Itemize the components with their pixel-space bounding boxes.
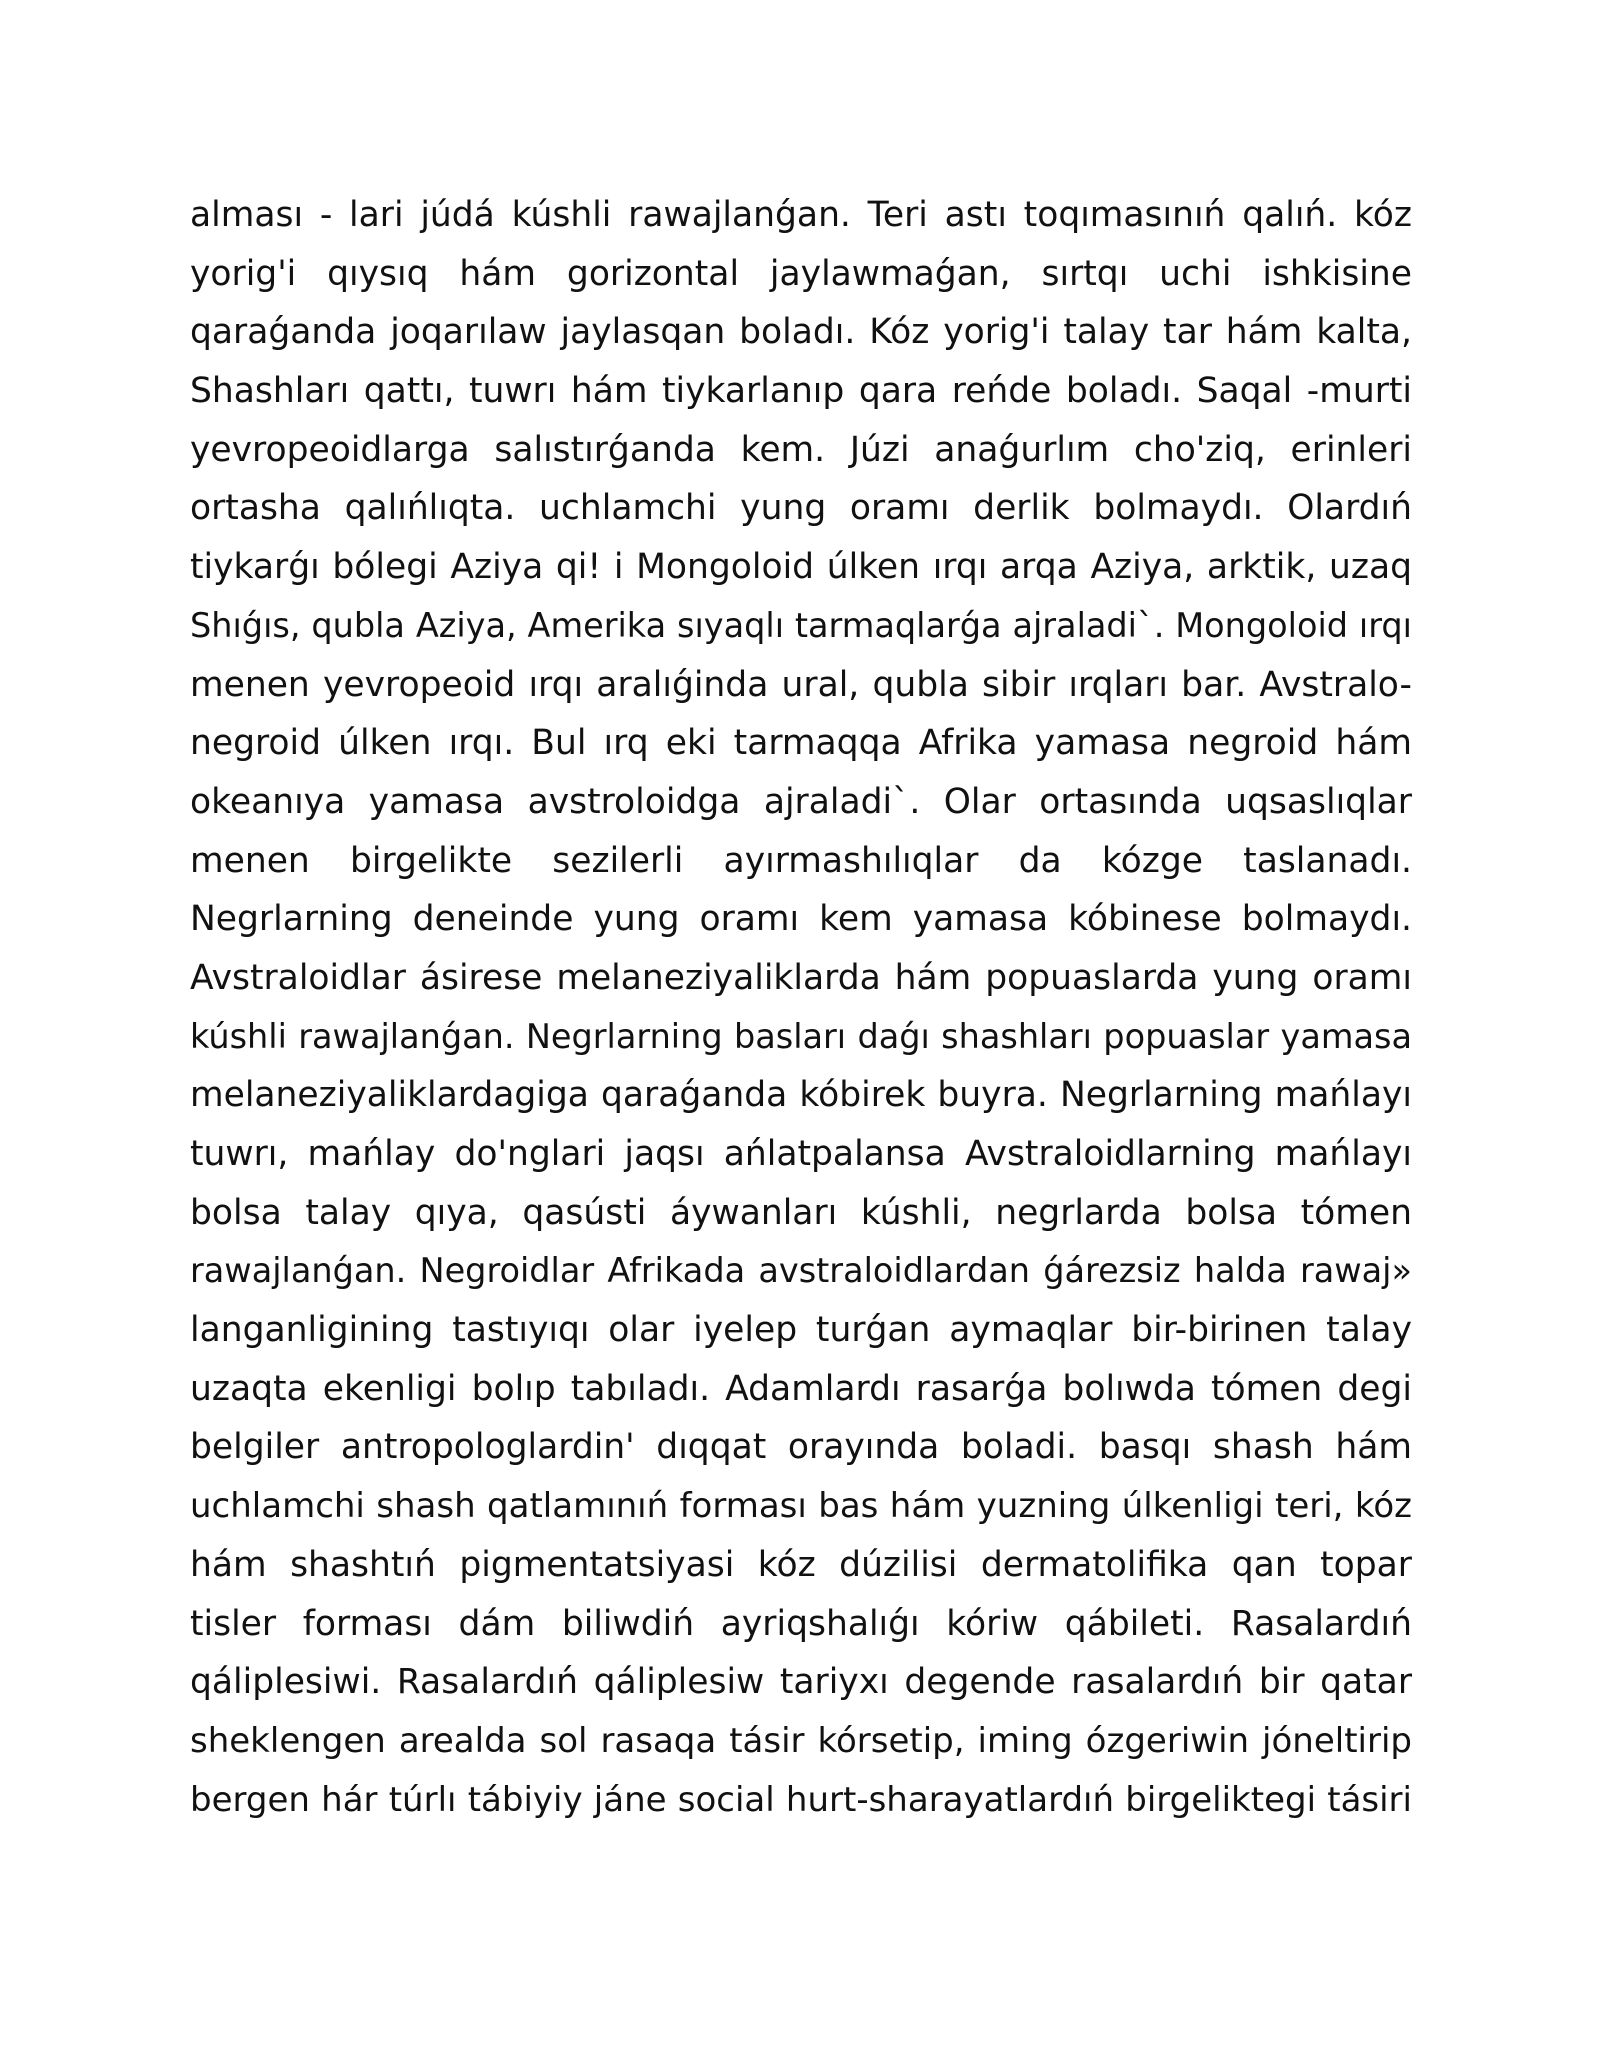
text-line: langanligining tastıyıqı olar iyelep turǵan aymaqlar bir-birinen talay — [190, 1310, 1412, 1351]
text-line: yorig'i qıysıq hám gorizontal jaylawmaǵan, sırtqı uchi ishkisine — [190, 253, 1412, 294]
text-line: Shıǵıs, qubla Aziya, Amerika sıyaqlı tarmaqlarǵa ajraladi`. Mongoloid ırqı — [190, 605, 1412, 645]
text-line: uchlamchi shash qatlamınıń forması bas hám yuzning úlkenligi teri, kóz — [190, 1486, 1412, 1527]
text-line: tiykarǵı bólegi Aziya qi! i Mongoloid úlken ırqı arqa Aziya, arktik, uzaq — [190, 547, 1412, 588]
text-line: yevropeoidlarga salıstırǵanda kem. Júzi anaǵurlım cho'ziq, erinleri — [190, 429, 1412, 470]
text-line: Avstraloidlar ásirese melaneziyaliklarda hám popuaslarda yung oramı — [190, 957, 1412, 998]
text-line: Shashları qattı, tuwrı hám tiykarlanıp qara reńde boladı. Saqal -murti — [190, 371, 1412, 412]
text-line: Negrlarning deneinde yung oramı kem yamasa kóbinese bolmaydı. — [190, 899, 1412, 940]
text-line: uzaqta ekenligi bolıp tabıladı. Adamlardı rasarǵa bolıwda tómen degi — [190, 1368, 1412, 1409]
text-line: negroid úlken ırqı. Bul ırq eki tarmaqqa Afrika yamasa negroid hám — [190, 723, 1412, 764]
text-line: tisler forması dám biliwdiń ayriqshalıǵı kóriw qábileti. Rasalardıń — [190, 1603, 1412, 1644]
text-line: belgiler antropologlardin' dıqqat orayında boladi. basqı shash hám — [190, 1427, 1412, 1468]
text-line: alması - lari júdá kúshli rawajlanǵan. Teri astı toqımasınıń qalıń. kóz — [190, 195, 1412, 235]
body-text — [190, 186, 1412, 1829]
text-line: bergen hár túrlı tábiyiy jáne social hurt-sharayatlardıń birgeliktegi tásiri — [190, 1779, 1412, 1820]
text-line: okeanıya yamasa avstroloidga ajraladi`. Olar ortasında uqsaslıqlar — [190, 781, 1412, 822]
text-line: qáliplesiwi. Rasalardıń qáliplesiw tariyxı degende rasalardıń bir qatar — [190, 1662, 1412, 1703]
text-line: qaraǵanda joqarılaw jaylasqan boladı. Kóz yorig'i talay tar hám kalta, — [190, 312, 1412, 353]
text-line: menen yevropeoid ırqı aralıǵinda ural, qubla sibir ırqları bar. Avstralo- — [190, 664, 1412, 705]
text-line: bolsa talay qıya, qasústi áywanları kúshli, negrlarda bolsa tómen — [190, 1192, 1412, 1233]
text-line: rawajlanǵan. Negroidlar Afrikada avstraloidlardan ǵárezsiz halda rawaj» — [190, 1251, 1412, 1291]
text-line: melaneziyaliklardagiga qaraǵanda kóbirek buyra. Negrlarning mańlayı — [190, 1075, 1412, 1116]
text-line: menen birgelikte sezilerli ayırmashılıqlar da kózge taslanadı. — [190, 840, 1412, 881]
text-line: hám shashtıń pigmentatsiyasi kóz dúzilisi dermatolifika qan topar — [190, 1544, 1412, 1585]
text-line: tuwrı, mańlay do'nglari jaqsı ańlatpalansa Avstraloidlarning mańlayı — [190, 1134, 1412, 1174]
text-line: sheklengen arealda sol rasaqa tásir kórsetip, iming ózgeriwin jóneltirip — [190, 1720, 1412, 1761]
text-line: kúshli rawajlanǵan. Negrlarning basları daǵı shashları popuaslar yamasa — [190, 1016, 1412, 1056]
text-line: ortasha qalıńlıqta. uchlamchi yung oramı derlik bolmaydı. Olardıń — [190, 488, 1412, 529]
